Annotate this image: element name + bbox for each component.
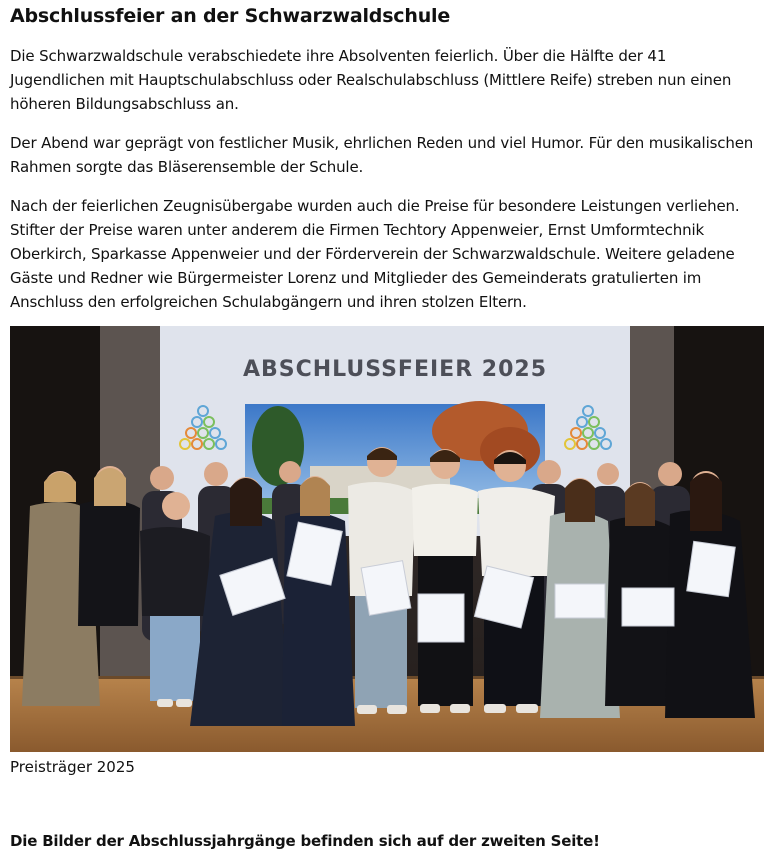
group-photo [10,326,764,752]
screen-title: ABSCHLUSSFEIER 2025 [242,357,548,382]
paragraph-awards: Nach der feierlichen Zeugnisübergabe wurden auch die Preise für besondere Leistungen verliehen. Stifter der Preise waren unter anderem die Firmen Techtory Appenweier, Ernst Umformtechnik Oberkirch, Sparkasse Appenweier und der Förderverein der Schwarzwaldschule. Weitere geladene Gäste und Redner wie Bürgermeister Lorenz und Mitglieder des Gemeinderats gratulierten im Anschluss den erfolgreichen Schulabgängern und ihren stolzen Eltern. [10,197,740,311]
page-title: Abschlussfeier an der Schwarzwaldschule [10,5,451,27]
footer-note: Die Bilder der Abschlussjahrgänge befinden sich auf der zweiten Seite! [10,832,600,850]
paragraph-music: Der Abend war geprägt von festlicher Musik, ehrlichen Reden und viel Humor. Für den musikalischen Rahmen sorgte das Bläserensemble der Schule. [10,134,754,176]
photo-caption: Preisträger 2025 [10,758,135,776]
paragraph-intro: Die Schwarzwaldschule verabschiedete ihre Absolventen feierlich. Über die Hälfte der 41 Jugendlichen mit Hauptschulabschluss oder Realschulabschluss (Mittlere Reife) streben nun einen höheren Bildungsabschluss an. [10,47,732,113]
